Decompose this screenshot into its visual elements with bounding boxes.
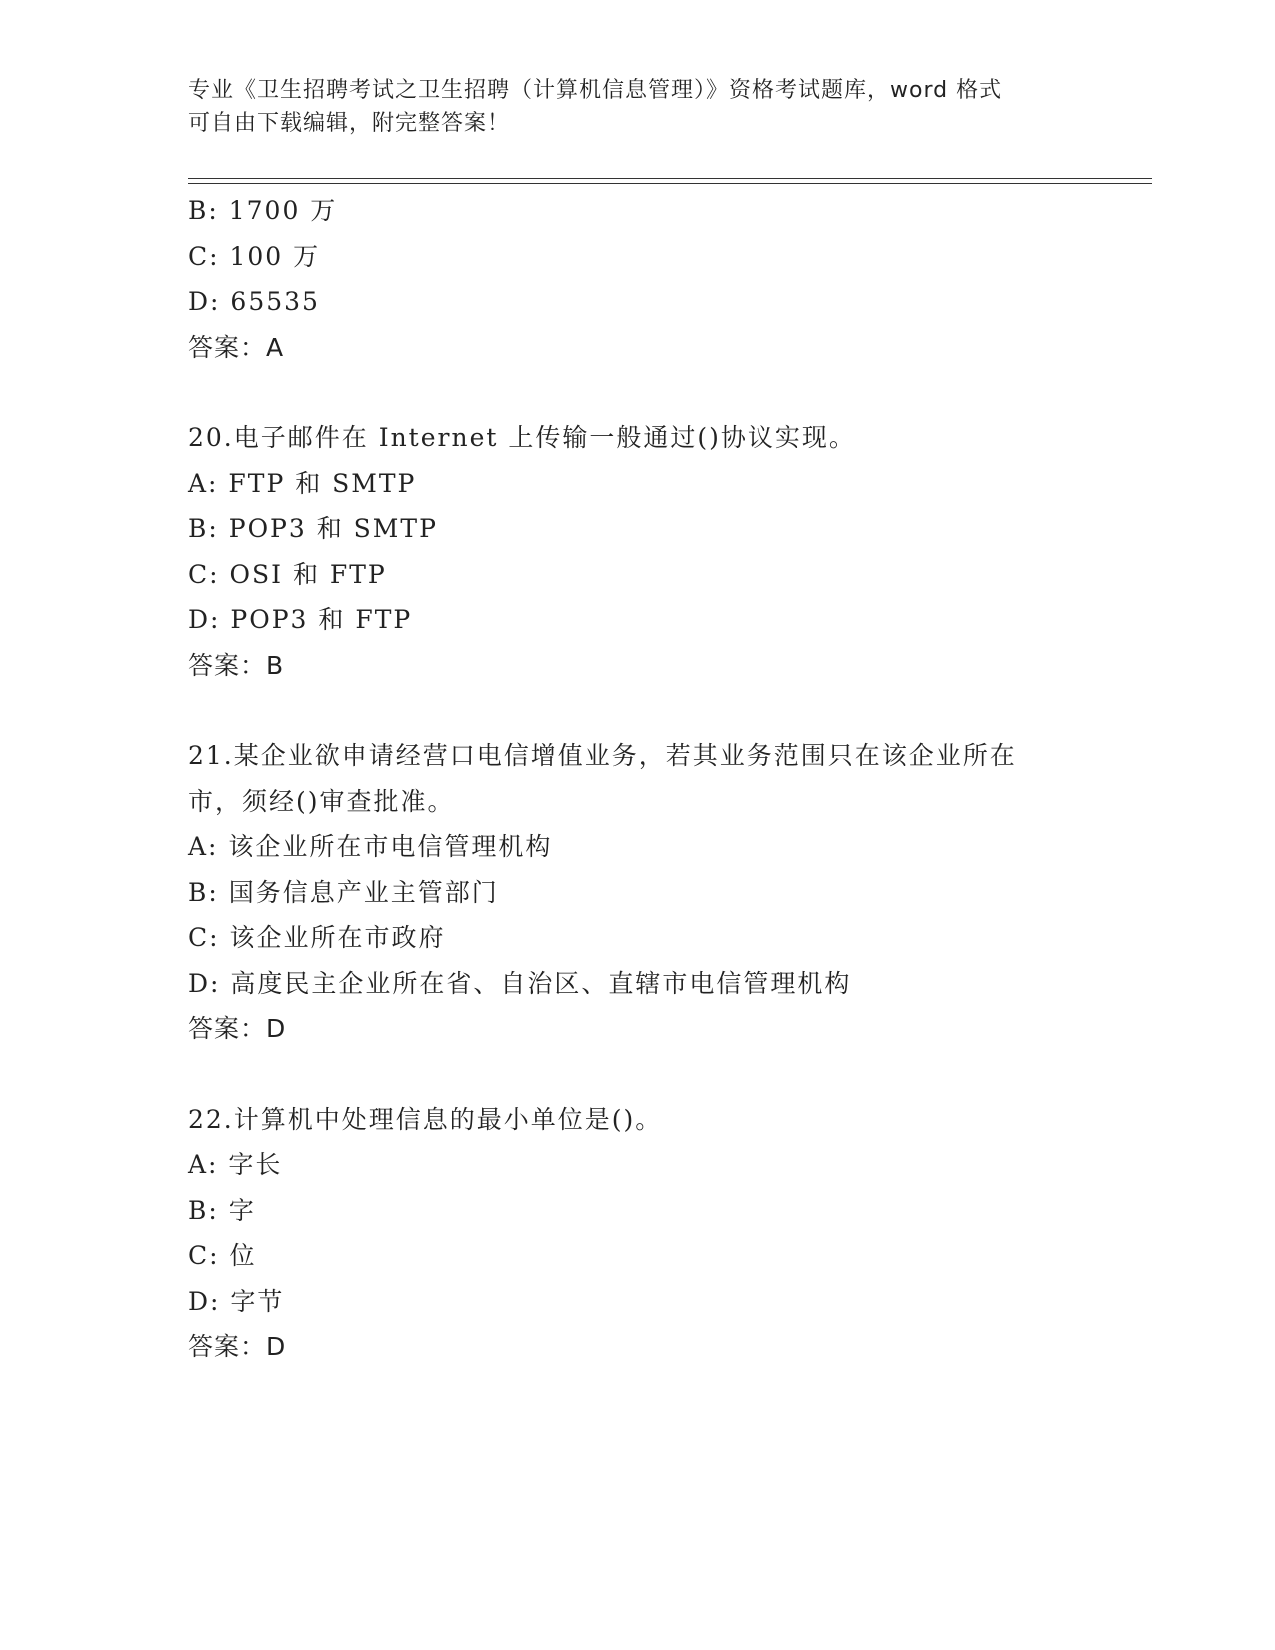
option-a: A: 字长 xyxy=(188,1150,283,1179)
option-b: B: 国务信息产业主管部门 xyxy=(188,877,499,907)
option-c: C: 该企业所在市政府 xyxy=(188,923,446,952)
option-b: B: POP3 和 SMTP xyxy=(188,514,438,543)
question-stem: 20.电子邮件在 Internet 上传输一般通过()协议实现。 xyxy=(188,423,856,452)
question-block-22 xyxy=(188,1097,1088,1370)
option-d: D: 高度民主企业所在省、自治区、直辖市电信管理机构 xyxy=(188,968,852,998)
option-b: B: 字 xyxy=(188,1195,256,1225)
option-a: A: FTP 和 SMTP xyxy=(188,468,417,498)
option-d: D: POP3 和 FTP xyxy=(188,605,413,634)
question-stem: 21.某企业欲申请经营口电信增值业务，若其业务范围只在该企业所在 xyxy=(188,741,1017,770)
option-c: C: 位 xyxy=(188,1241,257,1270)
option-d: D: 65535 xyxy=(188,287,320,316)
header-line-2: 可自由下载编辑，附完整答案！ xyxy=(188,111,511,136)
question-block-19 xyxy=(188,188,1088,370)
spacer xyxy=(188,370,1088,415)
question-block-21 xyxy=(188,733,1088,1052)
header-rule-top xyxy=(188,178,1152,179)
option-b: B: 1700 万 xyxy=(188,196,338,225)
question-stem-continued: 市，须经()审查批准。 xyxy=(188,786,455,816)
answer-line: 答案：D xyxy=(188,1332,287,1361)
spacer xyxy=(188,1052,1088,1097)
answer-line: 答案：B xyxy=(188,650,285,680)
answer-line: 答案：D xyxy=(188,1014,287,1043)
option-a: A: 该企业所在市电信管理机构 xyxy=(188,832,553,861)
document-header xyxy=(188,74,1088,140)
option-d: D: 字节 xyxy=(188,1286,285,1316)
spacer xyxy=(188,688,1088,733)
question-stem: 22.计算机中处理信息的最小单位是()。 xyxy=(188,1104,663,1134)
answer-line: 答案：A xyxy=(188,332,285,362)
question-list xyxy=(188,188,1088,1370)
option-c: C: OSI 和 FTP xyxy=(188,559,387,589)
header-line-1: 专业《卫生招聘考试之卫生招聘（计算机信息管理）》资格考试题库，word 格式 xyxy=(188,78,1003,103)
header-rule-bottom xyxy=(188,183,1152,184)
question-block-20 xyxy=(188,415,1088,688)
option-c: C: 100 万 xyxy=(188,241,321,271)
